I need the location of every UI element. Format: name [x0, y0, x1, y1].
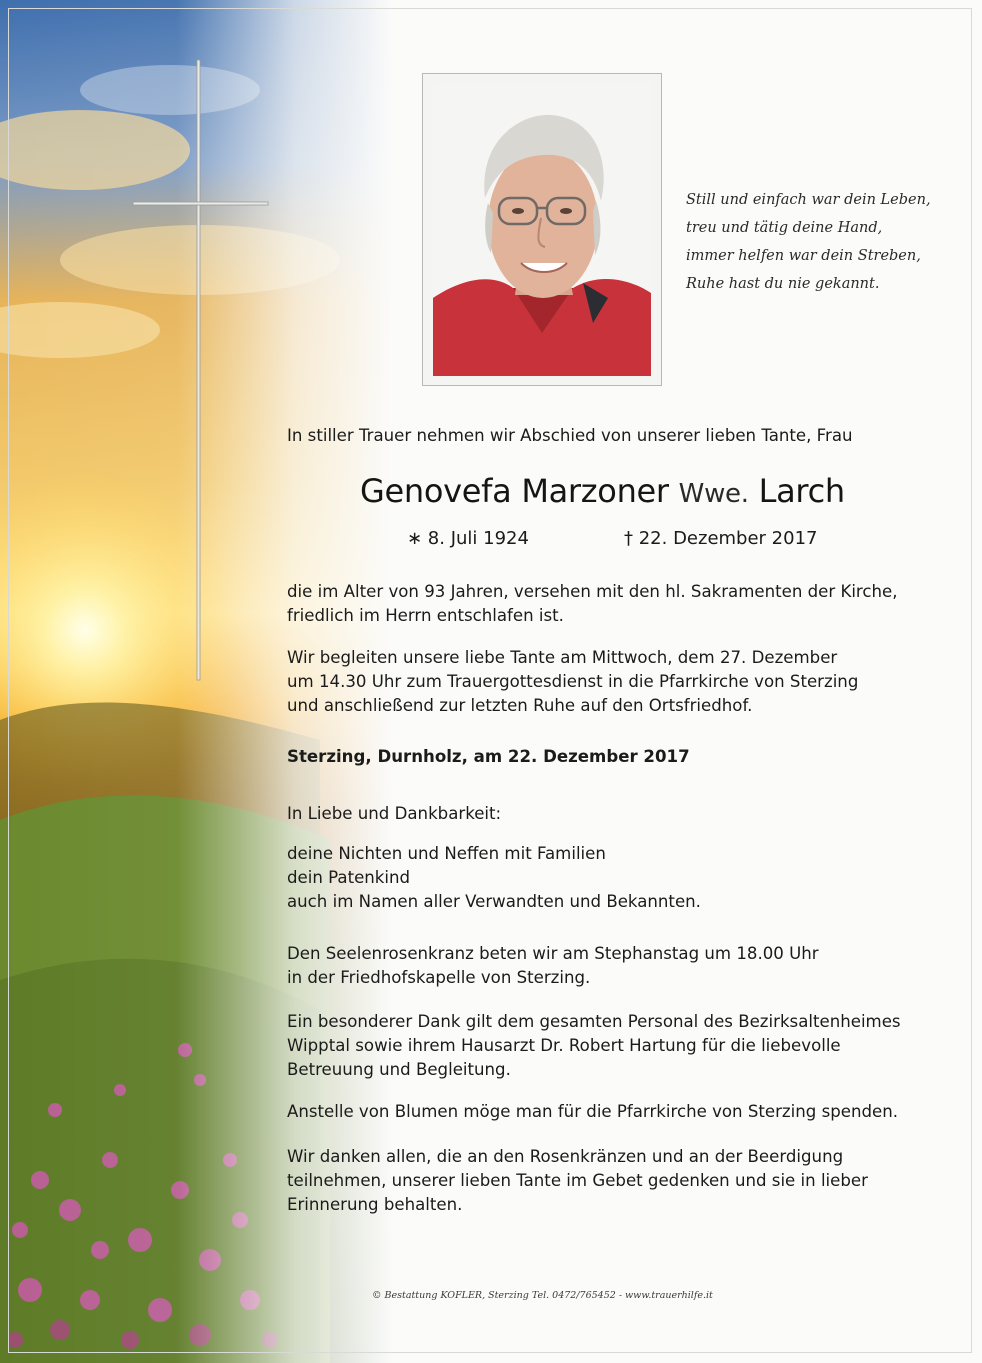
thanks-all-paragraph	[287, 1145, 868, 1217]
paragraph-line: teilnehmen, unserer lieben Tante im Gebet gedenken und sie in lieber	[287, 1171, 868, 1190]
paragraph-line: die im Alter von 93 Jahren, versehen mit den hl. Sakramenten der Kirche,	[287, 582, 898, 601]
place-date: Sterzing, Durnholz, am 22. Dezember 2017	[287, 747, 690, 766]
paragraph-line: Wipptal sowie ihrem Hausarzt Dr. Robert Hartung für die liebevolle	[287, 1036, 841, 1055]
mourner-line: deine Nichten und Neffen mit Familien	[287, 844, 606, 863]
paragraph-line: Wir begleiten unsere liebe Tante am Mittwoch, dem 27. Dezember	[287, 648, 838, 667]
paragraph-line: und anschließend zur letzten Ruhe auf den Ortsfriedhof.	[287, 696, 753, 715]
deceased-name	[360, 472, 845, 510]
poem-line: Still und einfach war dein Leben,	[686, 192, 931, 208]
poem-line: Ruhe hast du nie gekannt.	[686, 276, 880, 292]
rosary-paragraph	[287, 942, 819, 990]
mourners-list	[287, 842, 701, 914]
mourner-line: dein Patenkind	[287, 868, 411, 887]
thanks-staff-paragraph	[287, 1010, 901, 1082]
paragraph-line: Betreuung und Begleitung.	[287, 1060, 511, 1079]
paragraph-line: um 14.30 Uhr zum Trauergottesdienst in die Pfarrkirche von Sterzing	[287, 672, 859, 691]
name-last: Larch	[758, 472, 845, 510]
death-date: † 22. Dezember 2017	[624, 528, 818, 549]
paragraph-line: Erinnerung behalten.	[287, 1195, 463, 1214]
portrait-image	[433, 83, 651, 376]
gratitude-heading: In Liebe und Dankbarkeit:	[287, 804, 502, 823]
poem-line: treu und tätig deine Hand,	[686, 220, 883, 236]
portrait-photo	[422, 73, 662, 386]
intro-text: In stiller Trauer nehmen wir Abschied von unserer lieben Tante, Frau	[287, 426, 853, 445]
birth-date: ∗ 8. Juli 1924	[407, 528, 529, 549]
paragraph-line: Ein besonderer Dank gilt dem gesamten Personal des Bezirksaltenheimes	[287, 1012, 901, 1031]
memorial-poem	[686, 186, 931, 298]
name-first: Genovefa Marzoner	[360, 472, 669, 510]
poem-line: immer helfen war dein Streben,	[686, 248, 921, 264]
undertaker-footer: © Bestattung KOFLER, Sterzing Tel. 0472/765452 - www.trauerhilfe.it	[372, 1290, 713, 1301]
name-widow-prefix: Wwe.	[678, 479, 749, 509]
paragraph-line: friedlich im Herrn entschlafen ist.	[287, 606, 564, 625]
paragraph-line: Wir danken allen, die an den Rosenkränzen und an der Beerdigung	[287, 1147, 844, 1166]
paragraph-line: in der Friedhofskapelle von Sterzing.	[287, 968, 591, 987]
age-paragraph	[287, 580, 898, 628]
paragraph-line: Den Seelenrosenkranz beten wir am Stephanstag um 18.00 Uhr	[287, 944, 819, 963]
funeral-paragraph	[287, 646, 858, 718]
donation-text: Anstelle von Blumen möge man für die Pfarrkirche von Sterzing spenden.	[287, 1102, 899, 1121]
mourner-line: auch im Namen aller Verwandten und Bekannten.	[287, 892, 701, 911]
